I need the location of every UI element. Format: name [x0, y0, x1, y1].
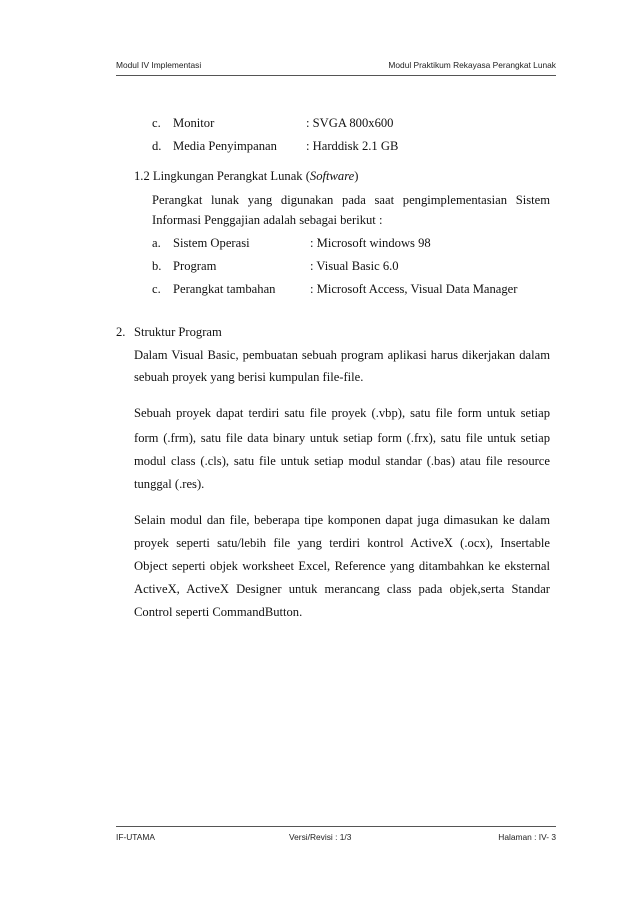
section-heading: [134, 169, 358, 184]
paragraph-line: proyek seperti satu/lebih file yang terdiri kontrol ActiveX (.ocx), Insertable: [134, 536, 550, 550]
footer-left: IF-UTAMA: [116, 832, 155, 842]
list-letter: d.: [152, 139, 162, 153]
paragraph-line: modul class (.cls), satu file untuk setiap modul standar (.bas) atau file resource: [134, 454, 550, 468]
header-left: Modul IV Implementasi: [116, 60, 202, 70]
heading-prefix: 1.2 Lingkungan Perangkat Lunak (: [134, 169, 310, 183]
list-value: : SVGA 800x600: [306, 116, 394, 130]
list-value: : Harddisk 2.1 GB: [306, 139, 399, 153]
paragraph-line: Dalam Visual Basic, pembuatan sebuah program aplikasi harus dikerjakan dalam: [134, 348, 550, 362]
page-footer: [116, 832, 556, 846]
paragraph-line: Perangkat lunak yang digunakan pada saat pengimplementasian Sistem: [152, 193, 550, 207]
header-rule: [116, 75, 556, 76]
paragraph-line: Sebuah proyek dapat terdiri satu file proyek (.vbp), satu file form untuk setiap: [134, 406, 550, 420]
paragraph-line: Object seperti objek worksheet Excel, Reference yang ditambahkan ke eksternal: [134, 559, 550, 573]
section-number: 2.: [116, 325, 126, 339]
paragraph-line: form (.frm), satu file data binary untuk setiap form (.frx), satu file untuk setiap: [134, 431, 550, 445]
list-label: Program: [173, 259, 217, 273]
list-letter: c.: [152, 116, 161, 130]
list-letter: b.: [152, 259, 162, 273]
list-letter: c.: [152, 282, 161, 296]
list-letter: a.: [152, 236, 161, 250]
list-value: : Microsoft Access, Visual Data Manager: [310, 282, 518, 296]
section-title: Struktur Program: [134, 325, 222, 339]
heading-italic: Software: [309, 169, 355, 183]
footer-rule: [116, 826, 556, 827]
list-label: Media Penyimpanan: [173, 139, 277, 153]
paragraph-line: Informasi Penggajian adalah sebagai berikut :: [152, 213, 383, 227]
header-right: Modul Praktikum Rekayasa Perangkat Lunak: [388, 60, 556, 70]
paragraph-line: ActiveX, ActiveX Designer untuk merancang class pada objek,serta Standar: [134, 582, 550, 596]
footer-center: Versi/Revisi : 1/3: [289, 832, 352, 842]
list-label: Perangkat tambahan: [173, 282, 276, 296]
paragraph-line: Selain modul dan file, beberapa tipe komponen dapat juga dimasukan ke dalam: [134, 513, 550, 527]
list-label: Sistem Operasi: [173, 236, 250, 250]
footer-right: Halaman : IV- 3: [498, 832, 556, 842]
list-label: Monitor: [173, 116, 215, 130]
list-value: : Visual Basic 6.0: [310, 259, 399, 273]
page-header: [116, 60, 556, 74]
paragraph-line: sebuah proyek yang berisi kumpulan file-file.: [134, 370, 364, 384]
list-value: : Microsoft windows 98: [310, 236, 431, 250]
paragraph-line: Control seperti CommandButton.: [134, 605, 303, 619]
paragraph-line: tunggal (.res).: [134, 477, 205, 491]
heading-suffix: ): [354, 169, 359, 183]
